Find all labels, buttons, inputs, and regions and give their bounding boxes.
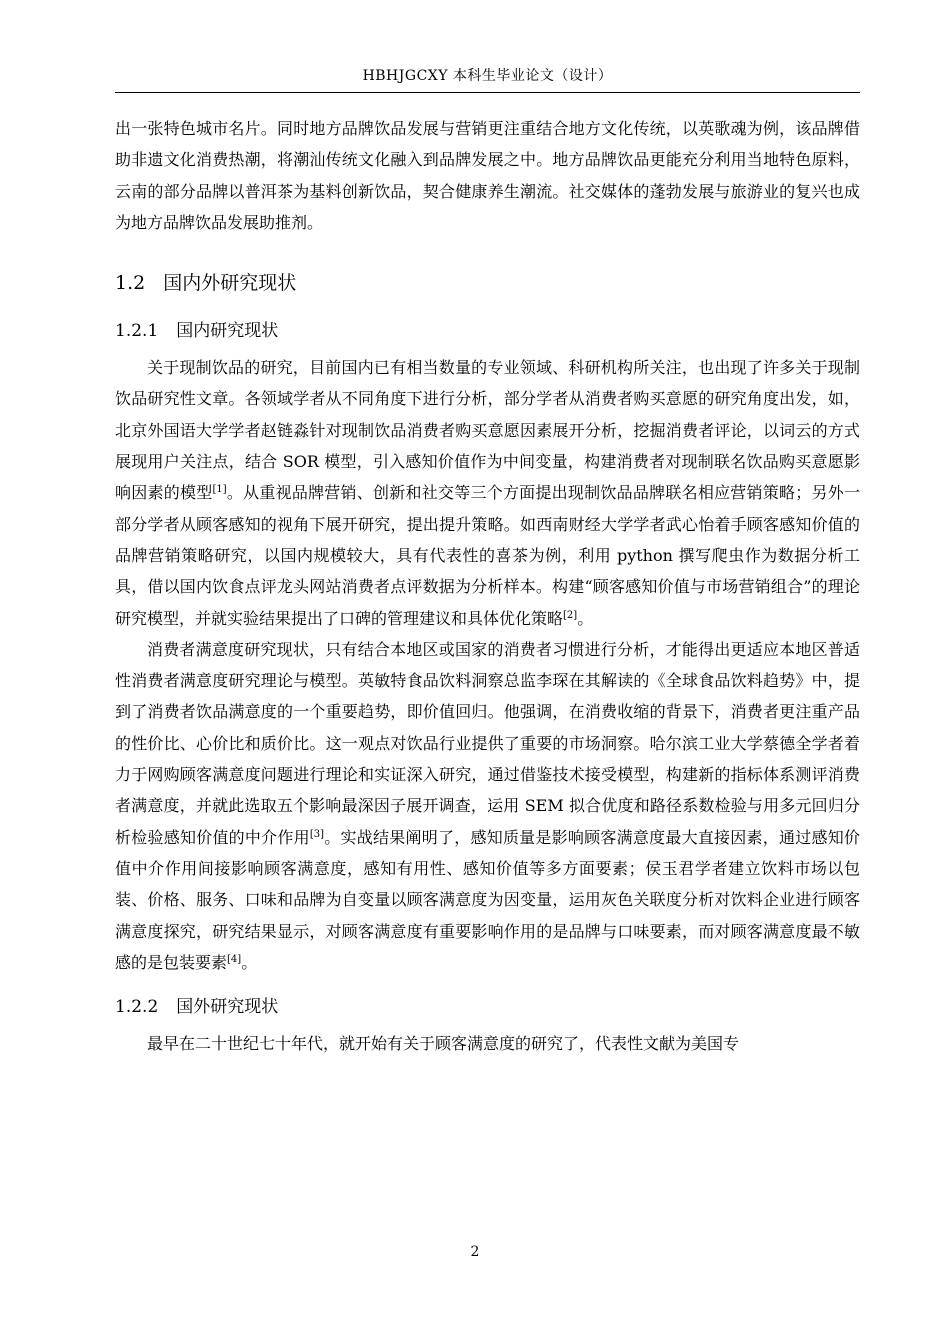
text-run: 。从重视品牌营销、创新和社交等三个方面提出现制饮品品牌联名相应营销策略；另外一部分学者从顾客感知的视角下展开研究，提出提升策略。如西南财经大学学者武心怡着手顾客感知价值的品牌营销策略研究，以国内规模较大，具有代表性的喜茶为例，利用 python 撰写爬虫作为数据分析工具，借以国内饮食点评龙头网站消费者点评数据为分析样本。构建“顾客感知价值与市场营销组合”的理论研究模型，并就实验结果提出了口碑的管理建议和具体优化策略: [115, 483, 860, 628]
subsection-number: 1.2.1: [115, 321, 159, 342]
text-run: 。实战结果阐明了，感知质量是影响顾客满意度最大直接因素，通过感知价值中介作用间接影响顾客满意度，感知有用性、感知价值等多方面要素；侯玉君学者建立饮料市场以包装、价格、服务、口味和品牌为自变量以顾客满意度为因变量，运用灰色关联度分析对饮料企业进行顾客满意度探究，研究结果显示，对顾客满意度有重要影响作用的是品牌与口味要素，而对顾客满意度最不敏感的是包装要素: [115, 827, 860, 972]
section-heading-1-2-1: [115, 316, 860, 346]
text-run: 关于现制饮品的研究，目前国内已有相当数量的专业领域、科研机构所关注，也出现了许多关于现制饮品研究性文章。各领域学者从不同角度下进行分析，部分学者从消费者购买意愿的研究角度出发，如，北京外国语大学学者赵链淼针对现制饮品消费者购买意愿因素展开分析，挖掘消费者评论，以词云的方式展现用户关注点，结合 SOR 模型，引入感知价值作为中间变量，构建消费者对现制联名饮品购买意愿影响因素的模型: [115, 358, 860, 503]
paragraph-domestic-1: [115, 352, 860, 634]
citation-ref-3: [3]: [309, 828, 325, 840]
section-heading-1-2: [115, 268, 860, 298]
citation-ref-2: [2]: [563, 609, 578, 621]
paragraph-intro: 出一张特色城市名片。同时地方品牌饮品发展与营销更注重结合地方文化传统，以英歌魂为例，该品牌借助非遗文化消费热潮，将潮汕传统文化融入到品牌发展之中。地方品牌饮品更能充分利用当地特色原料，云南的部分品牌以普洱茶为基料创新饮品，契合健康养生潮流。社交媒体的蓬勃发展与旅游业的复兴也成为地方品牌饮品发展助推剂。: [115, 119, 860, 232]
section-number: 1.2: [115, 272, 146, 295]
text-run: 消费者满意度研究现状，只有结合本地区或国家的消费者习惯进行分析，才能得出更适应本地区普适性消费者满意度研究理论与模型。英敏特食品饮料洞察总监李琛在其解读的《全球食品饮料趋势》中，提到了消费者饮品满意度的一个重要趋势，即价值回归。他强调，在消费收缩的背景下，消费者更注重产品的性价比、心价比和质价比。这一观点对饮品行业提供了重要的市场洞察。哈尔滨工业大学蔡德全学者着力于网购顾客满意度问题进行理论和实证深入研究，通过借鉴技术接受模型，构建新的指标体系测评消费者满意度，并就此选取五个影响最深因子展开调查，运用 SEM 拟合优度和路径系数检验与用多元回归分析检验感知价值的中介作用: [115, 639, 860, 847]
page-number: 2: [470, 1244, 480, 1260]
page-header: HBHJGCXY 本科生毕业论文（设计）: [362, 68, 613, 84]
paragraph-foreign: 最早在二十世纪七十年代，就开始有关于顾客满意度的研究了，代表性文献为美国专: [147, 1034, 740, 1054]
citation-ref-4: [4]: [227, 953, 242, 965]
subsection-number: 1.2.2: [115, 997, 159, 1018]
page-content: [115, 113, 860, 1059]
subsection-title: 国外研究现状: [176, 997, 279, 1018]
paragraph-domestic-2: [115, 634, 860, 978]
citation-ref-1: [1]: [212, 484, 227, 496]
text-run: 。: [241, 952, 258, 972]
text-run: 。: [577, 608, 594, 628]
subsection-title: 国内研究现状: [176, 321, 279, 342]
header-rule: [115, 92, 860, 93]
section-heading-1-2-2: [115, 992, 860, 1022]
section-title: 国内外研究现状: [163, 272, 297, 295]
